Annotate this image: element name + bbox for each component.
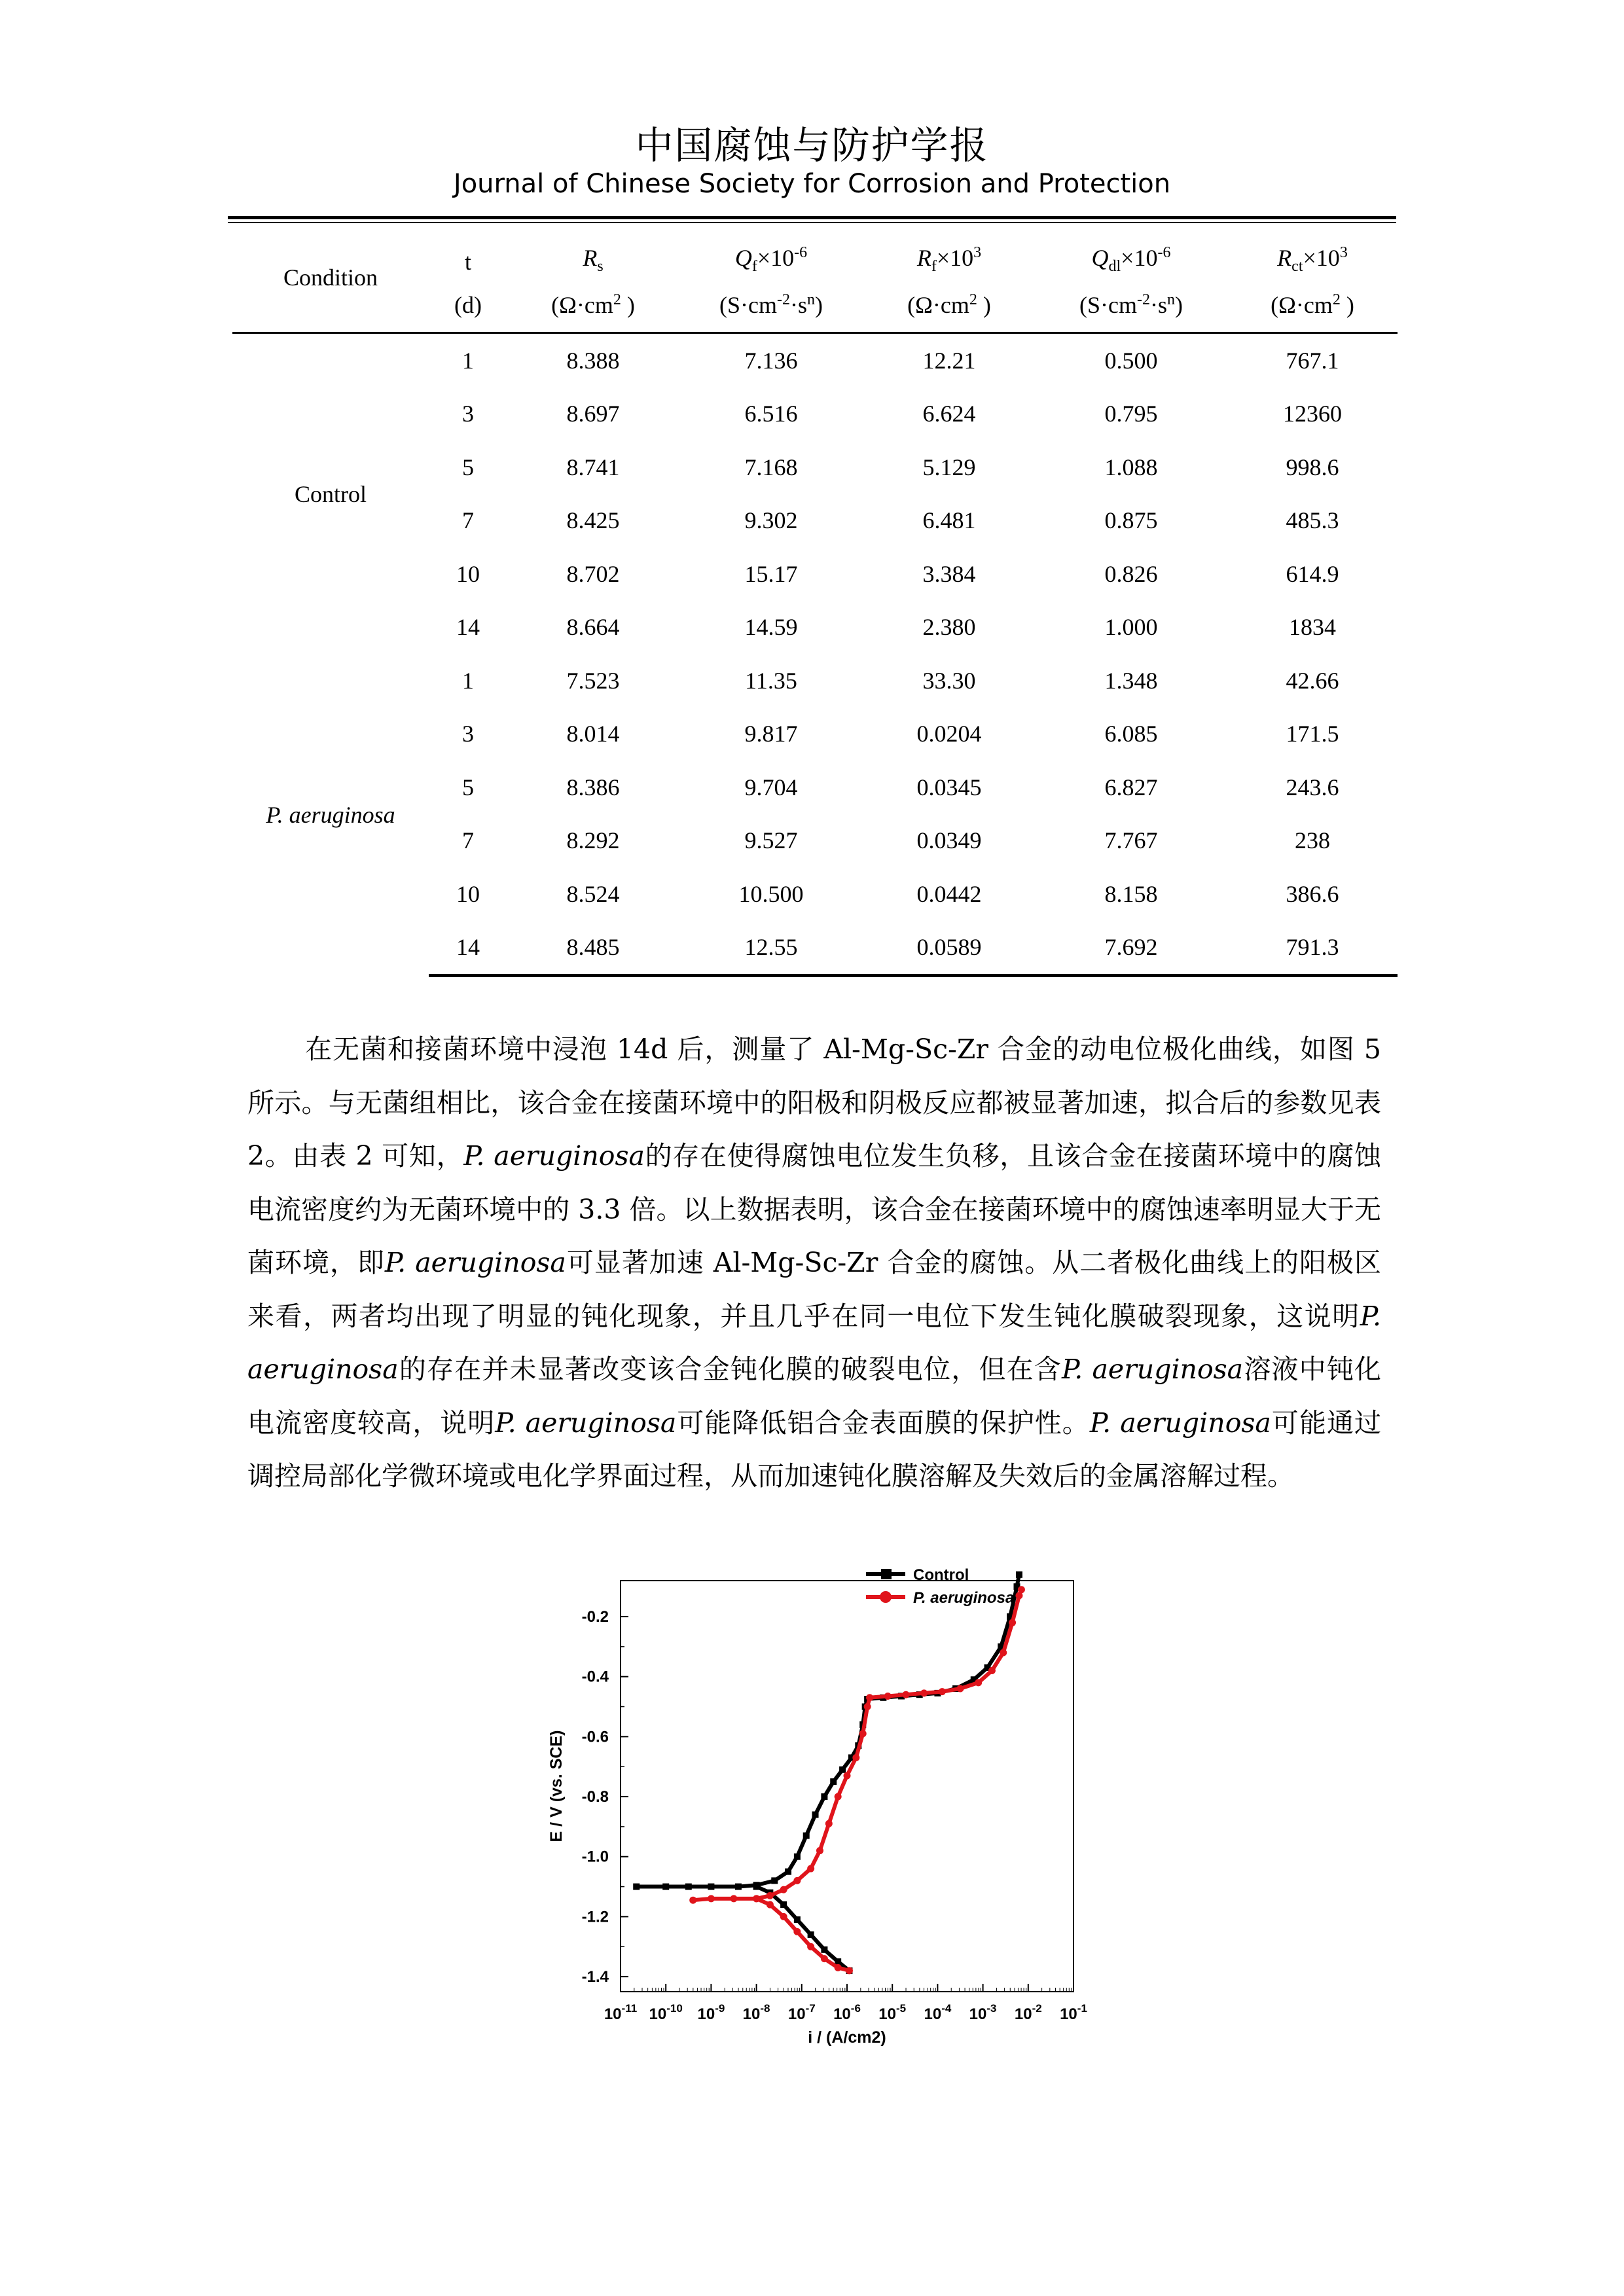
legend-marker-p-aeruginosa bbox=[880, 1591, 892, 1603]
para-s7: 可能通过调控局部化学微环境或电化学界面过程，从而加速钝化膜溶解及失效后的金属溶解过程。 bbox=[247, 1407, 1382, 1492]
header-rule-thin bbox=[228, 222, 1396, 223]
cell: 0.0589 bbox=[863, 921, 1035, 976]
journal-title-en: Journal of Chinese Society for Corrosion and Protection bbox=[453, 169, 1171, 199]
cell: 243.6 bbox=[1286, 774, 1339, 800]
cell: 6.827 bbox=[1104, 774, 1158, 800]
cell: 485.3 bbox=[1286, 507, 1339, 534]
cell: 8.664 bbox=[566, 614, 620, 641]
header-rct-unit bbox=[1227, 278, 1398, 333]
y-tick-label: -1.2 bbox=[581, 1908, 609, 1926]
data-point bbox=[767, 1901, 774, 1909]
y-tick-label: -0.4 bbox=[581, 1668, 609, 1686]
x-tick-label: $10^{-1}$ bbox=[1060, 2002, 1087, 2023]
table-row bbox=[232, 333, 1398, 387]
data-point bbox=[793, 1877, 801, 1884]
data-point bbox=[1016, 1571, 1022, 1578]
cell: 7.168 bbox=[744, 454, 798, 480]
header-condition: Condition bbox=[232, 226, 429, 333]
data-point bbox=[957, 1685, 964, 1693]
cell: 3.384 bbox=[922, 560, 976, 587]
cell: 42.66 bbox=[1286, 667, 1339, 694]
data-point bbox=[708, 1884, 714, 1890]
cell: 171.5 bbox=[1286, 721, 1339, 747]
para-org-2: P. aeruginosa bbox=[384, 1247, 566, 1278]
cell: 14 bbox=[456, 614, 480, 641]
cell: 8.485 bbox=[507, 921, 679, 976]
cell: 12360 bbox=[1283, 401, 1342, 427]
rct-symbol: R bbox=[1277, 244, 1292, 271]
legend-label-p-aeruginosa: P. aeruginosa bbox=[913, 1589, 1015, 1607]
para-s2: 的存在使得腐蚀电位发生负移，且该合金在接菌环境中的腐蚀电流密度约为无菌环境中的 3.3 倍。以上数据表明，该合金在接菌环境中的腐蚀速率明显大于无菌环境，即 bbox=[247, 1140, 1381, 1278]
cell: 5.129 bbox=[922, 454, 976, 480]
cell: 5 bbox=[462, 774, 474, 800]
data-point bbox=[821, 1955, 828, 1962]
cell: 7.767 bbox=[1104, 827, 1158, 854]
header-qf-unit bbox=[679, 278, 863, 333]
cell: 12.55 bbox=[679, 921, 863, 976]
qdl-exp: -6 bbox=[1157, 243, 1171, 261]
group-control: Control bbox=[294, 480, 367, 507]
cell: 9.704 bbox=[744, 774, 798, 800]
data-point bbox=[771, 1877, 778, 1884]
header-rs-unit bbox=[507, 278, 679, 333]
data-point bbox=[844, 1772, 851, 1779]
journal-title-cn: 中国腐蚀与防护学报 bbox=[635, 123, 989, 168]
data-point bbox=[735, 1884, 742, 1890]
x-tick-label: $10^{-6}$ bbox=[833, 2002, 861, 2023]
cell: 5 bbox=[462, 454, 474, 480]
legend-marker-control bbox=[881, 1569, 892, 1579]
y-tick-label: -1.4 bbox=[581, 1968, 609, 1986]
cell: 0.826 bbox=[1104, 560, 1158, 587]
cell: 6.085 bbox=[1104, 721, 1158, 747]
header-rs bbox=[507, 226, 679, 278]
cell: 1834 bbox=[1289, 614, 1336, 641]
parameter-table bbox=[232, 226, 1398, 977]
header-qdl-unit bbox=[1035, 278, 1227, 333]
data-point bbox=[821, 1946, 827, 1953]
qf-unit-end: ) bbox=[814, 292, 823, 318]
cell: 8.158 bbox=[1104, 880, 1158, 907]
rf-exp: 3 bbox=[973, 243, 982, 261]
data-point bbox=[1000, 1649, 1007, 1657]
data-point bbox=[866, 1694, 873, 1701]
legend-label-control: Control bbox=[913, 1566, 969, 1584]
cell: 0.875 bbox=[1104, 507, 1158, 534]
cell: 8.014 bbox=[566, 721, 620, 747]
cell: 8.388 bbox=[566, 347, 620, 374]
data-point bbox=[685, 1884, 692, 1890]
data-point bbox=[780, 1886, 787, 1893]
cell: 0.0349 bbox=[916, 827, 982, 854]
para-s3: 可显著加速 Al-Mg-Sc-Zr 合金的腐蚀。从二者极化曲线上的阳极区来看，两者均出现了明显的钝化现象，并且几乎在同一电位下发生钝化膜破裂现象，这说明 bbox=[247, 1247, 1381, 1332]
cell: 14.59 bbox=[744, 614, 798, 641]
cell: 9.817 bbox=[744, 721, 798, 747]
cell: 8.702 bbox=[566, 560, 620, 587]
qf-unit-mid: ·s bbox=[789, 292, 807, 318]
header-rf-unit bbox=[863, 278, 1035, 333]
rct-sub: ct bbox=[1291, 258, 1303, 275]
header-qdl bbox=[1035, 226, 1227, 278]
header-rct bbox=[1227, 226, 1398, 278]
x-tick-label: $10^{-10}$ bbox=[649, 2002, 683, 2023]
data-point bbox=[884, 1693, 892, 1700]
rs-unit-sup: 2 bbox=[613, 291, 621, 308]
cell: 8.524 bbox=[566, 880, 620, 907]
data-point bbox=[839, 1767, 846, 1773]
data-point bbox=[753, 1895, 760, 1902]
data-point bbox=[835, 1964, 842, 1971]
rs-unit-end: ) bbox=[621, 292, 635, 318]
data-point bbox=[988, 1667, 996, 1674]
data-point bbox=[1018, 1586, 1025, 1593]
cell: 8.292 bbox=[566, 827, 620, 854]
header-t: t bbox=[464, 249, 471, 275]
data-point bbox=[785, 1869, 791, 1875]
y-tick-label: -0.2 bbox=[581, 1608, 609, 1626]
x-axis-label: i / (A/cm2) bbox=[808, 2028, 886, 2047]
data-point bbox=[920, 1689, 928, 1696]
cell: 386.6 bbox=[1286, 880, 1339, 907]
cell: 1 bbox=[462, 667, 474, 694]
data-point bbox=[864, 1703, 871, 1710]
rct-unit-a: (Ω·cm bbox=[1271, 292, 1333, 318]
cell: 3 bbox=[462, 401, 474, 427]
body-paragraph bbox=[247, 1023, 1381, 1503]
data-point bbox=[859, 1730, 867, 1737]
data-point bbox=[807, 1865, 814, 1873]
para-org-4: P. aeruginosa bbox=[1061, 1354, 1244, 1385]
y-tick-label: -0.8 bbox=[581, 1788, 609, 1806]
cell: 0.0442 bbox=[916, 880, 982, 907]
data-point bbox=[902, 1691, 909, 1698]
cell: 0.795 bbox=[1104, 401, 1158, 427]
qf-unit-sup2: n bbox=[806, 291, 815, 308]
header-qf bbox=[679, 226, 863, 278]
rs-sub: s bbox=[597, 258, 604, 275]
data-point bbox=[816, 1847, 823, 1854]
data-point bbox=[975, 1679, 982, 1686]
para-s5: 溶液中钝化电流密度较高，说明 bbox=[247, 1354, 1382, 1439]
data-point bbox=[780, 1913, 787, 1920]
data-point bbox=[708, 1895, 715, 1902]
data-point bbox=[825, 1820, 833, 1827]
data-point bbox=[830, 1778, 837, 1785]
cell: 0.0345 bbox=[916, 774, 982, 800]
cell: 8.425 bbox=[566, 507, 620, 534]
y-axis-label: E / V (vs. SCE) bbox=[547, 1730, 566, 1842]
cell: 998.6 bbox=[1286, 454, 1339, 480]
data-point bbox=[939, 1688, 946, 1695]
cell: 11.35 bbox=[745, 667, 797, 694]
header-t-unit: (d) bbox=[429, 278, 507, 333]
parameter-table-wrap bbox=[232, 226, 1398, 977]
para-org-3: P. aeruginosa bbox=[247, 1300, 1381, 1385]
x-tick-label: $10^{-7}$ bbox=[787, 2002, 816, 2023]
data-point bbox=[780, 1901, 787, 1908]
cell: 1.348 bbox=[1104, 667, 1158, 694]
rct-exp: 3 bbox=[1339, 243, 1348, 261]
chart-svg bbox=[522, 1560, 1111, 2070]
cell: 3 bbox=[462, 721, 474, 747]
data-point bbox=[793, 1928, 801, 1935]
data-point bbox=[807, 1943, 814, 1950]
cell: 9.302 bbox=[744, 507, 798, 534]
data-point bbox=[794, 1854, 801, 1860]
data-point bbox=[812, 1812, 819, 1818]
x-tick-label: $10^{-2}$ bbox=[1014, 2002, 1042, 2023]
cell: 8.741 bbox=[566, 454, 620, 480]
data-point bbox=[835, 1793, 842, 1801]
cell: 791.3 bbox=[1227, 921, 1398, 976]
data-point bbox=[803, 1833, 810, 1839]
x-tick-label: $10^{-8}$ bbox=[742, 2002, 770, 2023]
header-rule-thick bbox=[228, 216, 1396, 219]
data-point bbox=[753, 1884, 760, 1890]
x-tick-label: $10^{-3}$ bbox=[969, 2002, 997, 2023]
cell: 2.380 bbox=[922, 614, 976, 641]
para-org-6: P. aeruginosa bbox=[1089, 1407, 1271, 1439]
qf-exp: -6 bbox=[794, 243, 808, 261]
cell: 614.9 bbox=[1286, 560, 1339, 587]
qdl-sub: dl bbox=[1108, 258, 1121, 275]
y-tick-label: -0.6 bbox=[581, 1728, 609, 1746]
cell: 6.481 bbox=[922, 507, 976, 534]
para-org-5: P. aeruginosa bbox=[495, 1407, 677, 1439]
qdl-mult: ×10 bbox=[1121, 244, 1158, 271]
data-point bbox=[821, 1793, 827, 1800]
cell: 10.500 bbox=[738, 880, 804, 907]
x-tick-label: $10^{-5}$ bbox=[878, 2002, 907, 2023]
qf-mult: ×10 bbox=[757, 244, 795, 271]
cell: 15.17 bbox=[744, 560, 798, 587]
cell: 238 bbox=[1295, 827, 1330, 854]
cell: 767.1 bbox=[1286, 347, 1339, 374]
data-point bbox=[1009, 1619, 1016, 1626]
cell: 7.692 bbox=[1035, 921, 1227, 976]
cell: 0.0204 bbox=[916, 721, 982, 747]
cell: 0.500 bbox=[1104, 347, 1158, 374]
cell: 10 bbox=[456, 880, 480, 907]
rf-mult: ×10 bbox=[936, 244, 974, 271]
rf-unit-sup: 2 bbox=[969, 291, 977, 308]
polarization-chart bbox=[522, 1560, 1111, 2070]
cell: 7.136 bbox=[744, 347, 798, 374]
series-line bbox=[636, 1575, 1019, 1887]
data-point bbox=[731, 1895, 738, 1902]
cell: 14 bbox=[429, 921, 507, 976]
rs-symbol: R bbox=[583, 244, 598, 271]
header-rf bbox=[863, 226, 1035, 278]
data-point bbox=[662, 1884, 669, 1890]
para-s4: 的存在并未显著改变该合金钝化膜的破裂电位，但在含 bbox=[398, 1354, 1062, 1385]
rf-unit-end: ) bbox=[977, 292, 991, 318]
rct-mult: ×10 bbox=[1303, 244, 1340, 271]
x-tick-label: $10^{-9}$ bbox=[697, 2002, 725, 2023]
rf-unit-a: (Ω·cm bbox=[907, 292, 969, 318]
cell: 8.697 bbox=[566, 401, 620, 427]
cell: 10 bbox=[456, 560, 480, 587]
rf-sub: f bbox=[931, 258, 937, 275]
cell: 33.30 bbox=[922, 667, 976, 694]
table-row bbox=[232, 654, 1398, 708]
rs-unit-a: (Ω·cm bbox=[551, 292, 613, 318]
data-point bbox=[689, 1897, 696, 1904]
qdl-unit-a: (S·cm bbox=[1079, 292, 1137, 318]
cell: 6.516 bbox=[744, 401, 798, 427]
qdl-unit-mid: ·s bbox=[1149, 292, 1167, 318]
qf-sub: f bbox=[751, 258, 757, 275]
qdl-unit-end: ) bbox=[1174, 292, 1183, 318]
cell: 8.386 bbox=[566, 774, 620, 800]
data-point bbox=[767, 1892, 774, 1899]
x-tick-label: $10^{-11}$ bbox=[604, 2002, 638, 2023]
rct-unit-end: ) bbox=[1340, 292, 1354, 318]
rct-unit-sup: 2 bbox=[1332, 291, 1341, 308]
qdl-symbol: Q bbox=[1091, 244, 1109, 271]
cell: 9.527 bbox=[744, 827, 798, 854]
para-s6: 可能降低铝合金表面膜的保护性。 bbox=[676, 1407, 1090, 1439]
data-point bbox=[794, 1916, 801, 1923]
data-point bbox=[633, 1884, 640, 1890]
qf-unit-sup1: -2 bbox=[776, 291, 790, 308]
cell: 7 bbox=[462, 827, 474, 854]
y-tick-label: -1.0 bbox=[581, 1848, 609, 1866]
x-tick-label: $10^{-4}$ bbox=[924, 2002, 952, 2023]
qf-symbol: Q bbox=[734, 244, 752, 271]
data-point bbox=[808, 1931, 814, 1938]
qdl-unit-sup1: -2 bbox=[1136, 291, 1150, 308]
cell: 6.624 bbox=[922, 401, 976, 427]
group-p-aeruginosa: P. aeruginosa bbox=[266, 801, 395, 828]
cell: 1.088 bbox=[1104, 454, 1158, 480]
para-org-1: P. aeruginosa bbox=[463, 1140, 645, 1172]
cell: 7.523 bbox=[566, 667, 620, 694]
series-line bbox=[757, 1887, 850, 1971]
rf-symbol: R bbox=[916, 244, 931, 271]
cell: 7 bbox=[462, 507, 474, 534]
para-s1: 在无菌和接菌环境中浸泡 14d 后，测量了 Al-Mg-Sc-Zr 合金的动电位极化曲线，如图 5 所示。与无菌组相比，该合金在接菌环境中的阳极和阴极反应都被显著加速，拟合后的参数见表 2。由表 2 可知， bbox=[247, 1033, 1381, 1172]
cell: 1 bbox=[462, 347, 474, 374]
cell: 1.000 bbox=[1104, 614, 1158, 641]
data-point bbox=[846, 1967, 853, 1974]
data-point bbox=[852, 1754, 859, 1761]
cell: 12.21 bbox=[922, 347, 976, 374]
qf-unit-a: (S·cm bbox=[719, 292, 777, 318]
qdl-unit-sup2: n bbox=[1166, 291, 1175, 308]
